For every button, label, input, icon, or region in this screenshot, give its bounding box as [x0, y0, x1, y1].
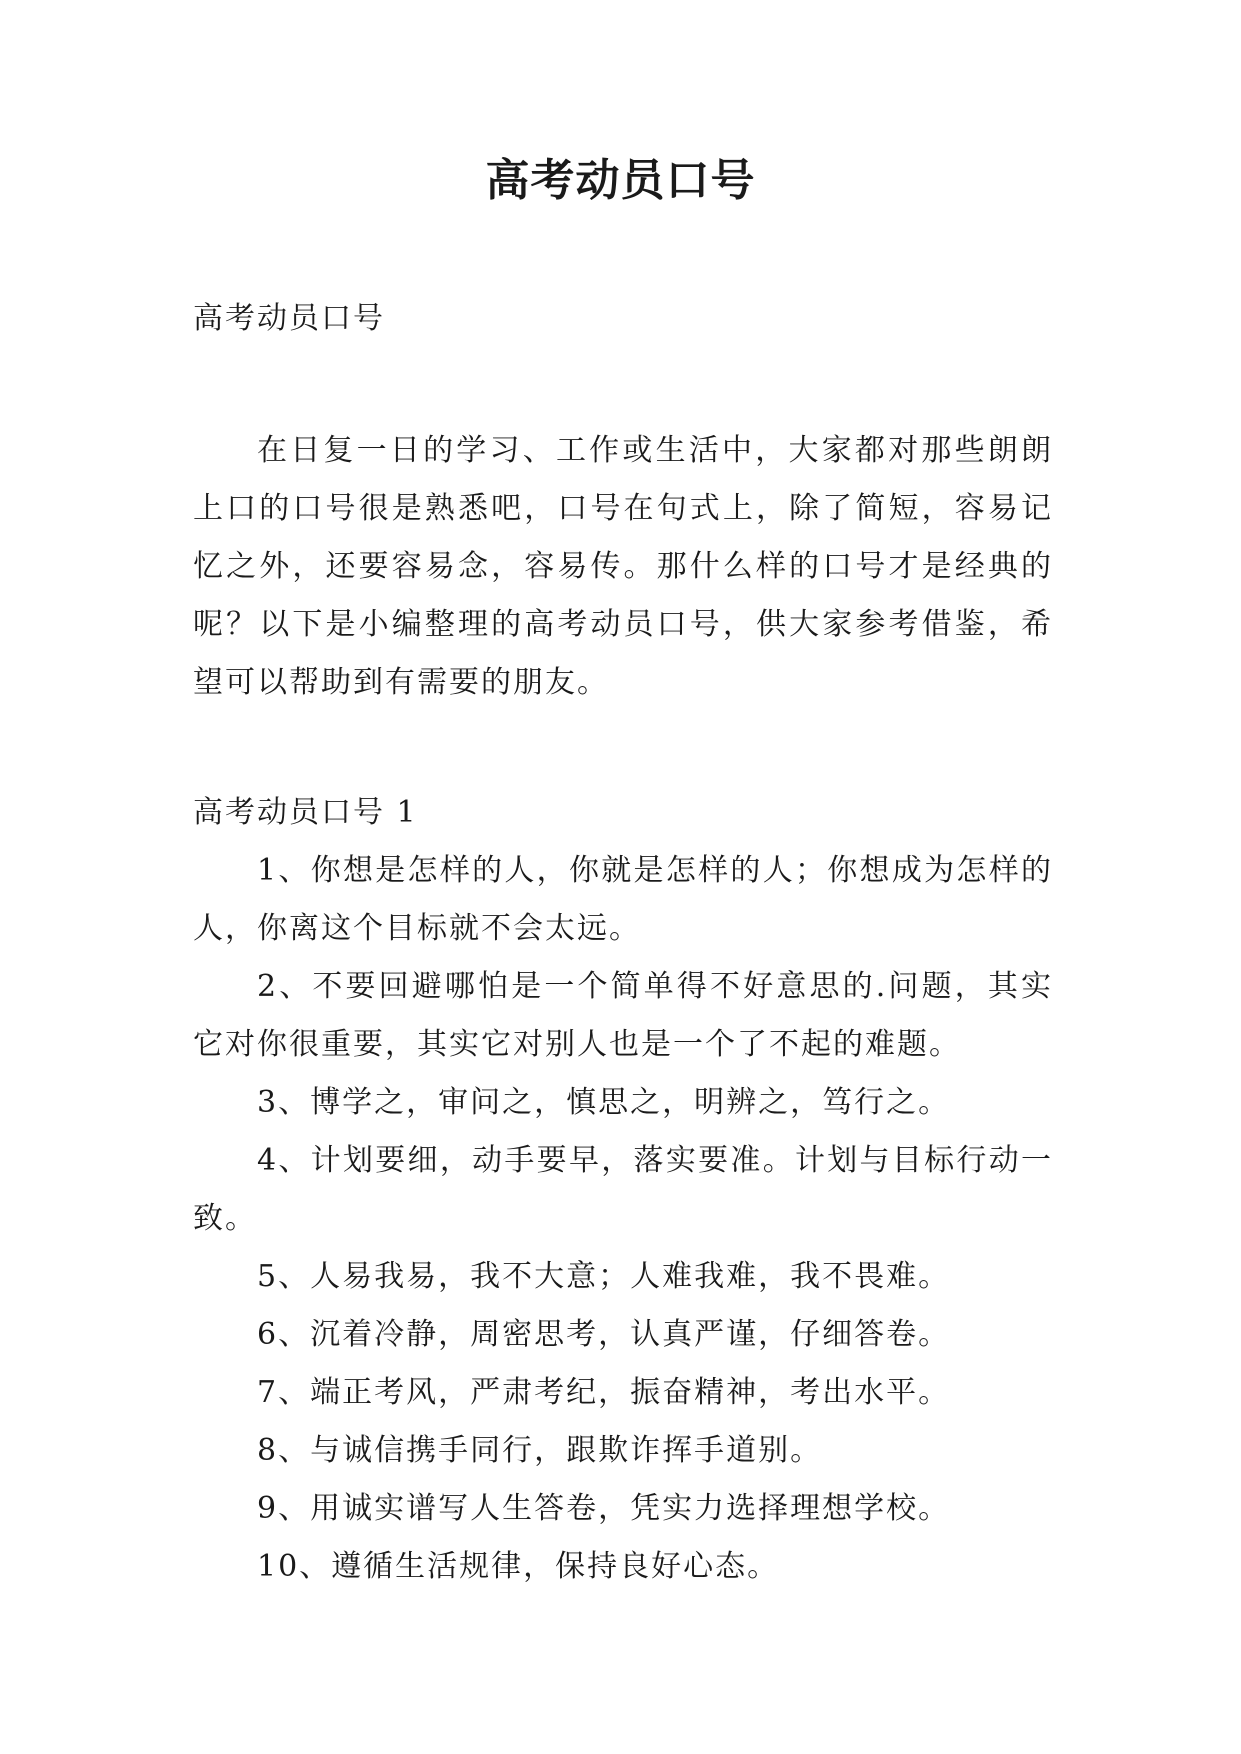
document-title: 高考动员口号: [485, 155, 756, 206]
slogan-item: 6、沉着冷静，周密思考，认真严谨，仔细答卷。: [257, 1317, 951, 1352]
slogan-item: 8、与诚信携手同行，跟欺诈挥手道别。: [257, 1433, 823, 1468]
slogan-item: 2、不要回避哪怕是一个简单得不好意思的.问题，其实它对你很重要，其实它对别人也是一个了不起的难题。: [193, 969, 1053, 1062]
section-title: 高考动员口号 1: [193, 795, 418, 830]
document-subheading: 高考动员口号: [193, 301, 385, 336]
slogan-item: 4、计划要细，动手要早，落实要准。计划与目标行动一致。: [193, 1143, 1053, 1236]
slogan-item: 10、遵循生活规律，保持良好心态。: [257, 1549, 780, 1584]
slogan-item: 9、用诚实谱写人生答卷，凭实力选择理想学校。: [257, 1491, 951, 1526]
slogan-list: [193, 842, 1053, 1596]
slogan-item: 3、博学之，审问之，慎思之，明辨之，笃行之。: [257, 1085, 951, 1120]
slogan-item: 7、端正考风，严肃考纪，振奋精神，考出水平。: [257, 1375, 951, 1410]
slogan-item: 1、你想是怎样的人，你就是怎样的人；你想成为怎样的人，你离这个目标就不会太远。: [193, 853, 1053, 946]
slogan-item: 5、人易我易，我不大意；人难我难，我不畏难。: [257, 1259, 951, 1294]
document-body: [193, 290, 1053, 1596]
intro-paragraph: 在日复一日的学习、工作或生活中，大家都对那些朗朗上口的口号很是熟悉吧，口号在句式上，除了简短，容易记忆之外，还要容易念，容易传。那什么样的口号才是经典的呢？以下是小编整理的高考动员口号，供大家参考借鉴，希望可以帮助到有需要的朋友。: [193, 433, 1053, 700]
